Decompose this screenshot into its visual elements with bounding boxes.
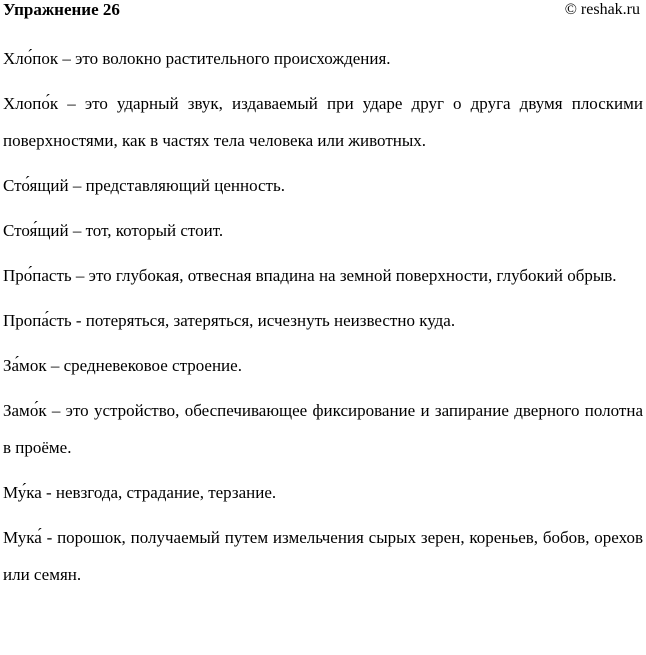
definition-paragraph: Пропа́сть - потеряться, затеряться, исчезнуть неизвестно куда. [3,311,456,330]
answer-body [3,40,643,593]
definition-paragraph: Му́ка - невзгода, страдание, терзание. [3,483,277,502]
copyright-notice: © reshak.ru [564,1,640,18]
definition-paragraph: За́мок – средневековое строение. [3,356,242,375]
page-title: Упражнение 26 [3,0,120,19]
definition-paragraph: Сто́ящий – представляющий ценность. [3,176,285,195]
definition-paragraph: Стоя́щий – тот, который стоит. [3,221,224,240]
definition-paragraph: Хло́пок – это волокно растительного происхождения. [3,49,391,68]
definition-paragraph: Замо́к – это устройство, обеспечивающее фиксирование и запирание дверного полотна в проёме. [3,401,643,457]
definition-paragraph: Про́пасть – это глубокая, отвесная впадина на земной поверхности, глубокий обрыв. [3,266,617,285]
page-header [3,0,643,26]
definition-paragraph: Мука́ - порошок, получаемый путем измельчения сырых зерен, кореньев, бобов, орехов или семян. [3,528,643,584]
definition-paragraph: Хлопо́к – это ударный звук, издаваемый при ударе друг о друга двумя плоскими поверхностями, как в частях тела человека или животных. [3,94,643,150]
